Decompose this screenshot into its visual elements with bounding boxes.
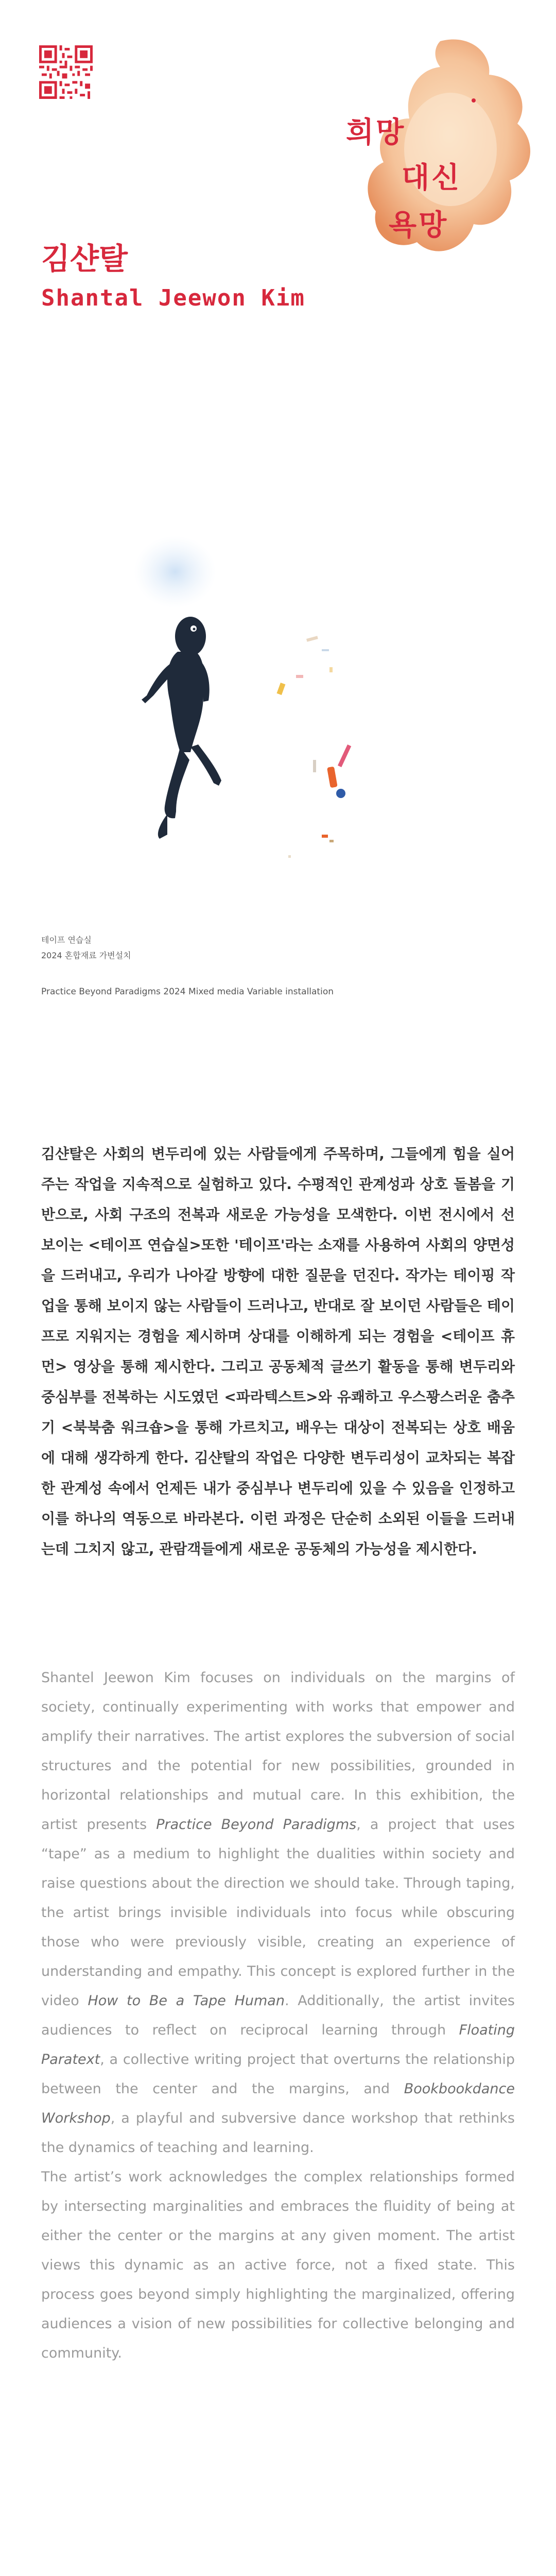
artwork-image <box>118 526 407 896</box>
en-text-d: , a collective writing project that overturns the relationship between the center and the margins, and <box>41 2052 515 2097</box>
en-work-title-1: Practice Beyond Paradigms <box>156 1817 357 1833</box>
artist-name-english: Shantal Jeewon Kim <box>41 285 305 311</box>
en-work-title-3: Floating Paratext <box>41 2022 515 2067</box>
en-text-a: Shantel Jeewon Kim focuses on individuals on the margins of society, continually experimenting with works that empower and amplify their narratives. The artist explores the subversion of social structures and the potential for new possibilities, grounded in horizontal relationships and mutual care. In this exhibition, the artist presents <box>41 1670 515 1833</box>
hero-title-line-2: 대신 <box>402 161 462 195</box>
description-english-paragraph-1 <box>41 1663 515 2162</box>
work-title-korean: 테이프 연습실 <box>41 935 92 945</box>
hero-title-line-3: 욕망 <box>389 209 449 242</box>
description-english-paragraph-2: The artist’s work acknowledges the complex relationships formed by intersecting marginalities and embraces the fluidity of being at either the center or the margins at any given moment. The artist views this dynamic as an active force, not a fixed state. This process goes beyond simply highlighting the marginalized, offering audiences a vision of new possibilities for collective belonging and community. <box>41 2169 515 2361</box>
qr-code-icon[interactable] <box>39 45 93 99</box>
en-work-title-2: How to Be a Tape Human <box>88 1993 285 2009</box>
en-work-title-4: Bookbookdance Workshop <box>41 2081 515 2126</box>
description-korean-paragraph: 김샨탈은 사회의 변두리에 있는 사람들에게 주목하며, 그들에게 힘을 실어주는 작업을 지속적으로 실험하고 있다. 수평적인 관계성과 상호 돌봄을 기반으로, 사회 구조의 전복과 새로운 가능성을 모색한다. 이번 전시에서 선보이는 <테이프 연습실>또한 '테이프'라는 소재를 사용하여 사회의 양면성을 드러내고, 우리가 나아갈 방향에 대한 질문을 던진다. 작가는 테이핑 작업을 통해 보이지 않는 사람들이 드러나고, 반대로 잘 보이던 사람들은 테이프로 지워지는 경험을 제시하며 상대를 이해하게 되는 경험을 <테이프 휴먼> 영상을 통해 제시한다. 그리고 공동체적 글쓰기 활동을 통해 변두리와 중심부를 전복하는 시도였던 <파라텍스트>와 유쾌하고 우스꽝스러운 춤추기 <북북춤 워크숍>을 통해 가르치고, 배우는 대상이 전복되는 상호 배움에 대해 생각하게 한다. 김샨탈의 작업은 다양한 변두리성이 교차되는 복잡한 관계성 속에서 언제든 내가 중심부나 변두리에 있을 수 있음을 인정하고 이를 하나의 역동으로 바라본다. 이런 과정은 단순히 소외된 이들을 드러내는데 그치지 않고, 관람객들에게 새로운 공동체의 가능성을 제시한다. <box>41 1145 515 1557</box>
hero-title-line-1: 희망 <box>346 116 406 149</box>
en-text-e: , a playful and subversive dance workshop that rethinks the dynamics of teaching and learning. <box>41 2110 515 2156</box>
artist-name-korean: 김샨탈 <box>41 241 128 276</box>
description-english <box>41 1663 515 2368</box>
description-korean <box>41 1139 515 1564</box>
en-text-b: , a project that uses “tape” as a medium to highlight the dualities within society and raise questions about the direction we should take. Through taping, the artist brings invisible individuals into focus while obscuring those who were previously visible, creating an experience of understanding and empathy. This concept is explored further in the video <box>41 1817 515 2009</box>
work-caption-english: Practice Beyond Paradigms 2024 Mixed media Variable installation <box>41 987 334 997</box>
work-meta-korean: 2024 혼합재료 가변설치 <box>41 951 131 960</box>
en-text-c: . Additionally, the artist invites audiences to reflect on reciprocal learning through <box>41 1993 515 2038</box>
